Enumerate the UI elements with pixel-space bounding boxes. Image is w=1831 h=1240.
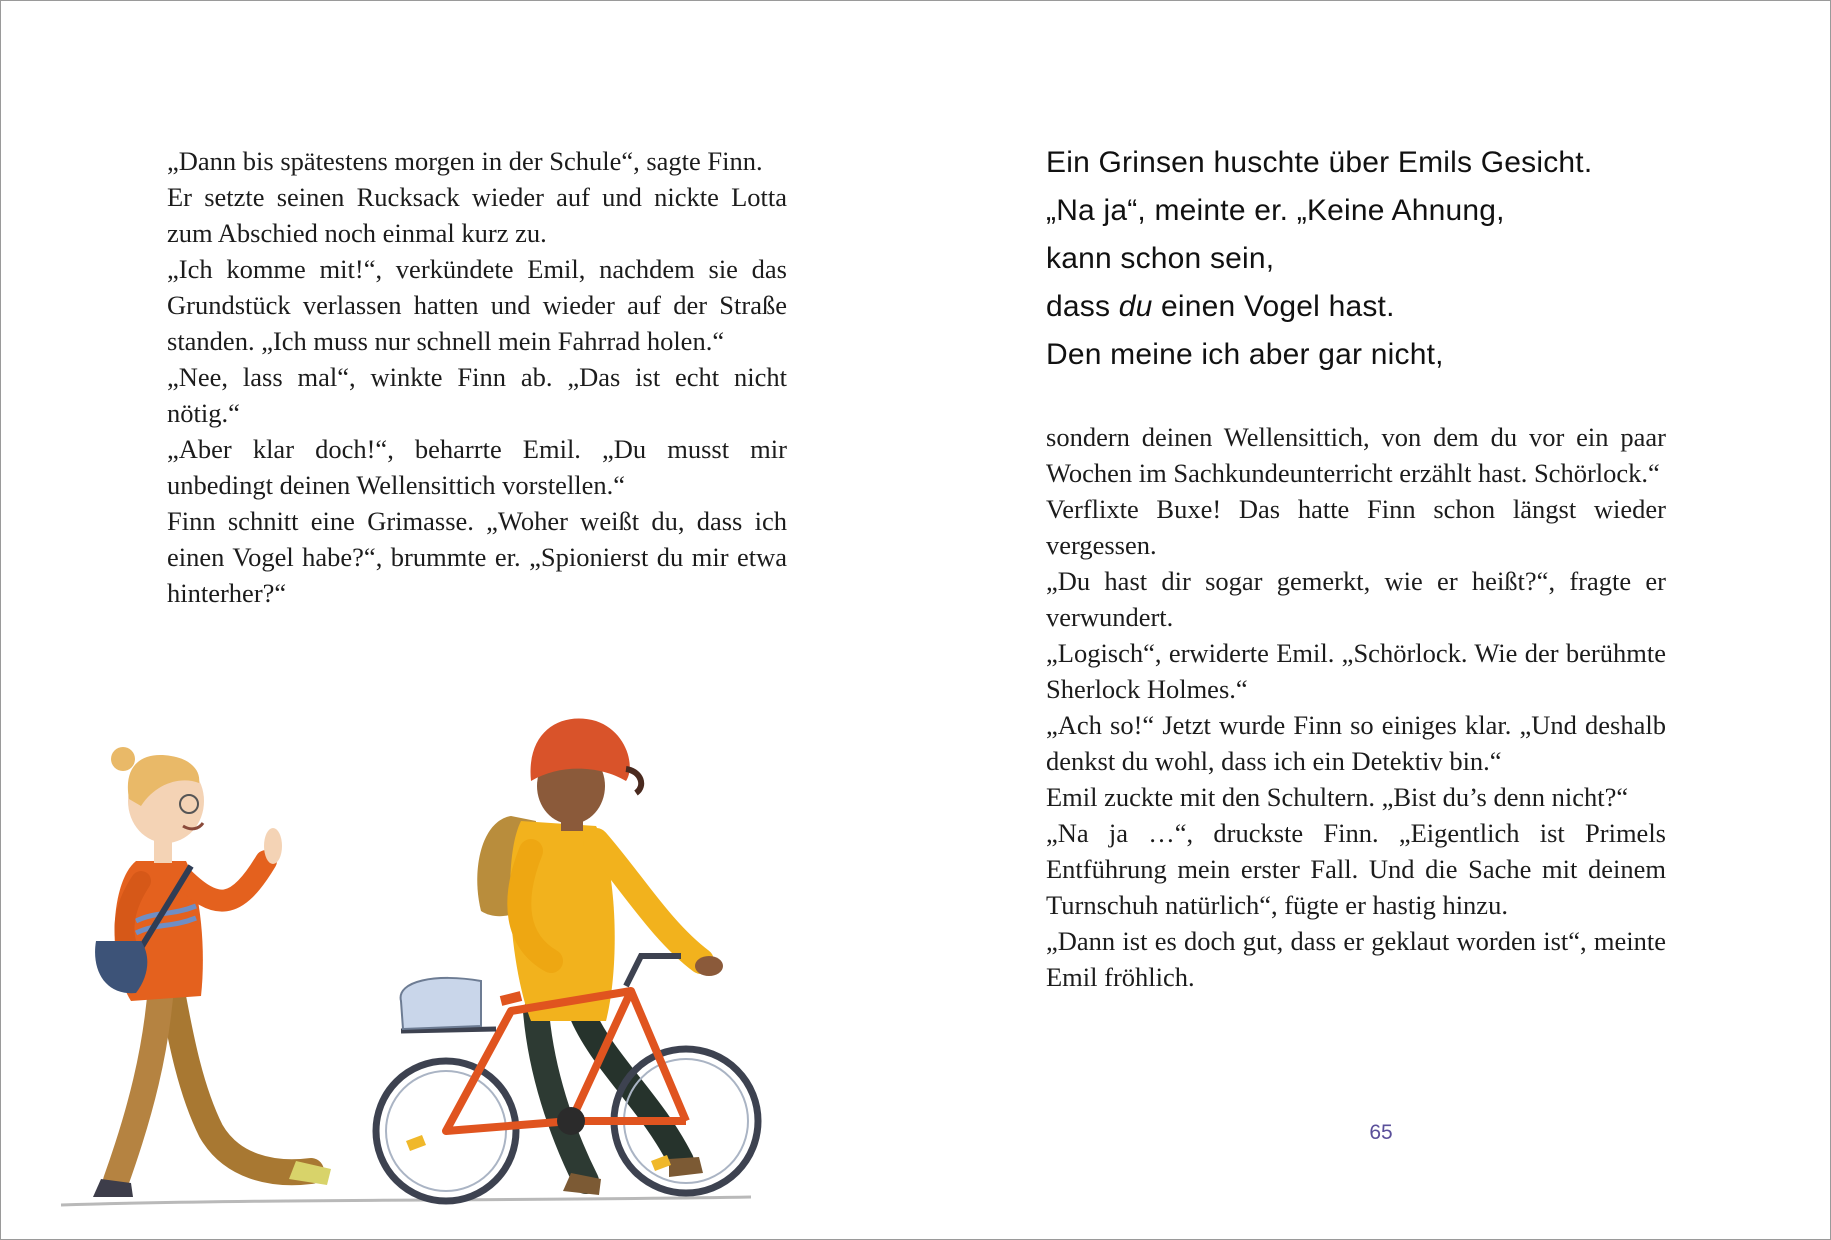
sans-line-part: dass xyxy=(1046,290,1119,323)
paragraph: „Aber klar doch!“, beharrte Emil. „Du musst mir unbedingt deinen Wellensittich vorstellen.“ xyxy=(167,434,787,500)
sans-line: Ein Grinsen huschte über Emils Gesicht. xyxy=(1046,146,1593,179)
paragraph: Finn schnitt eine Grimasse. „Woher weißt du, dass ich einen Vogel habe?“, brummte er. „Spionierst du mir etwa hinterher?“ xyxy=(167,506,787,608)
right-page xyxy=(916,1,1831,1239)
left-page-text xyxy=(167,143,787,611)
paragraph: „Ach so!“ Jetzt wurde Finn so einiges klar. „Und deshalb denkst du wohl, dass ich ein Detektiv bin.“ xyxy=(1046,710,1666,776)
paragraph: sondern deinen Wellensittich, von dem du vor ein paar Wochen im Sachkundeunterricht erzählt hast. Schörlock.“ xyxy=(1046,422,1666,488)
girl-figure xyxy=(93,747,331,1197)
paragraph: Verflixte Buxe! Das hatte Finn schon längst wieder vergessen. xyxy=(1046,494,1666,560)
illustration-kids-with-bicycle xyxy=(41,711,771,1221)
sans-line: „Na ja“, meinte er. „Keine Ahnung, xyxy=(1046,194,1505,227)
right-page-text xyxy=(1046,419,1666,995)
paragraph: „Nee, lass mal“, winkte Finn ab. „Das ist echt nicht nötig.“ xyxy=(167,362,787,428)
sans-line: Den meine ich aber gar nicht, xyxy=(1046,338,1444,371)
ground-line xyxy=(61,1197,751,1205)
paragraph: „Dann bis spätestens morgen in der Schule“, sagte Finn. xyxy=(167,146,763,176)
paragraph: „Ich komme mit!“, verkündete Emil, nachdem sie das Grundstück verlassen hatten und wieder auf der Straße standen. „Ich muss nur schnell mein Fahrrad holen.“ xyxy=(167,254,787,356)
sans-line-part: einen Vogel hast. xyxy=(1152,290,1395,323)
paragraph: „Na ja …“, druckste Finn. „Eigentlich ist Primels Entführung mein erster Fall. Und die Sache mit deinem Turnschuh natürlich“, fügte er hastig hinzu. xyxy=(1046,818,1666,920)
paragraph: „Du hast dir sogar gemerkt, wie er heißt?“, fragte er verwundert. xyxy=(1046,566,1666,632)
easy-read-sans-block xyxy=(1046,139,1706,379)
left-page xyxy=(1,1,916,1239)
sans-line: kann schon sein, xyxy=(1046,242,1275,275)
emphasis-du: du xyxy=(1118,290,1153,323)
paragraph: „Logisch“, erwiderte Emil. „Schörlock. Wie der berühmte Sherlock Holmes.“ xyxy=(1046,638,1666,704)
paragraph: Emil zuckte mit den Schultern. „Bist du’s denn nicht?“ xyxy=(1046,782,1629,812)
paragraph: „Dann ist es doch gut, dass er geklaut worden ist“, meinte Emil fröhlich. xyxy=(1046,926,1666,992)
page-number: 65 xyxy=(1369,1121,1393,1144)
sans-line xyxy=(1046,283,1706,331)
paragraph: Er setzte seinen Rucksack wieder auf und nickte Lotta zum Abschied noch einmal kurz zu. xyxy=(167,182,787,248)
